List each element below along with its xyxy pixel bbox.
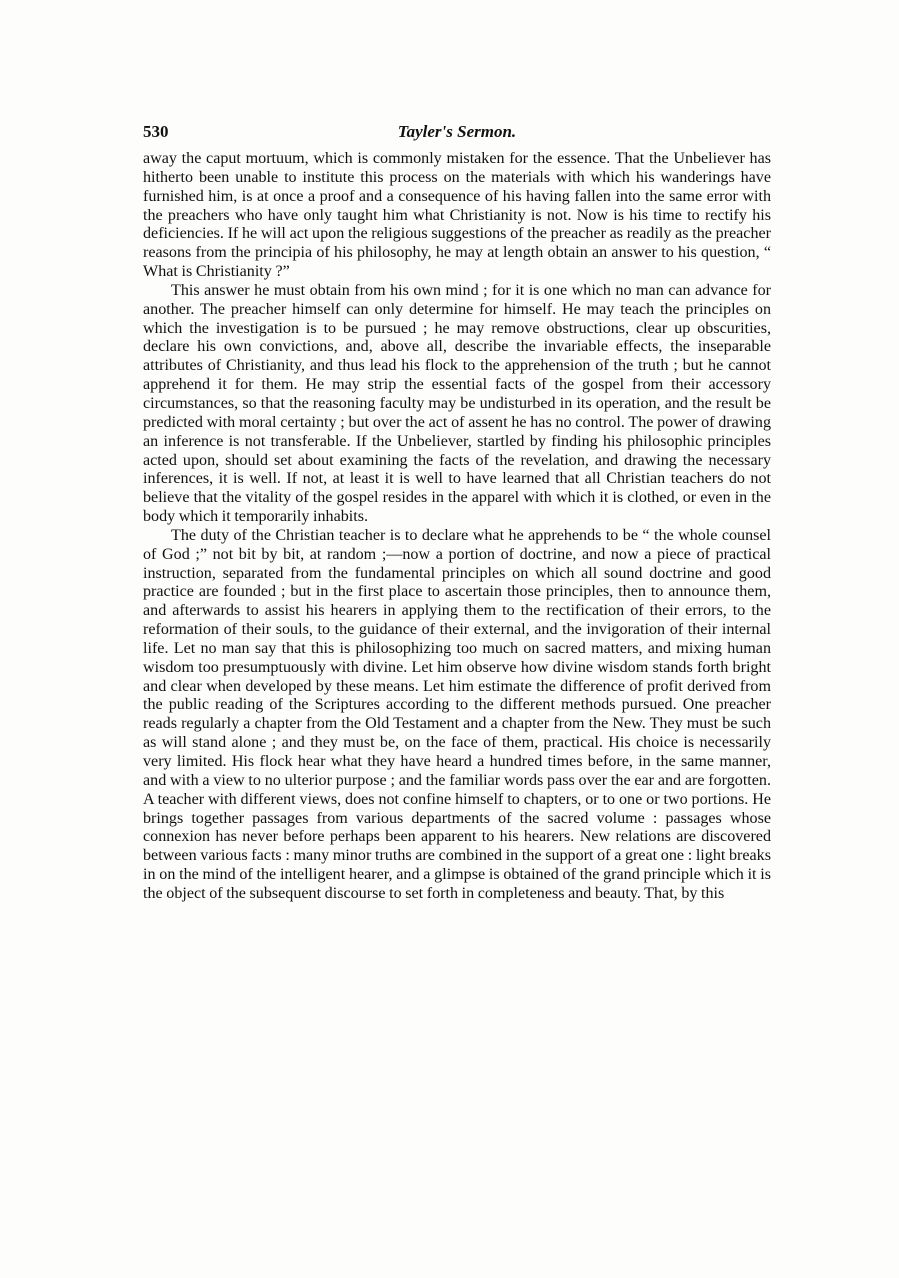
paragraph: The duty of the Christian teacher is to declare what he apprehends to be “ the whole counsel of God ;” not bit by bit, at random ;—now a portion of doctrine, and now a piece of practical instruction, separated from the fundamental principles on which all sound doctrine and good practice are founded ; but in the first place to ascertain those principles, then to announce them, and afterwards to assist his hearers in applying them to the rectification of their errors, to the reformation of their souls, to the guidance of their external, and the invigoration of their internal life. Let no man say that this is philosophizing too much on sacred matters, and mixing human wisdom too presumptuously with divine. Let him observe how divine wisdom stands forth bright and clear when developed by these means. Let him estimate the difference of profit derived from the public reading of the Scriptures according to the different methods pursued. One preacher reads regularly a chapter from the Old Testament and a chapter from the New. They must be such as will stand alone ; and they must be, on the face of them, practical. His choice is necessarily very limited. His flock hear what they have heard a hundred times before, in the same manner, and with a view to no ulterior purpose ; and the familiar words pass over the ear and are forgotten. A teacher with different views, does not confine himself to chapters, or to one or two portions. He brings together passages from various departments of the sacred volume : passages whose connexion has never before perhaps been apparent to his hearers. New relations are discovered between various facts : many minor truths are combined in the support of a great one : light breaks in on the mind of the intelligent hearer, and a glimpse is obtained of the grand principle which it is the object of the subsequent discourse to set forth in completeness and beauty. That, by this bbox=[143, 526, 771, 902]
paragraph-continuation: away the caput mortuum, which is commonly mistaken for the essence. That the Unbeliever has hitherto been unable to institute this process on the materials with which his wanderings have furnished him, is at once a proof and a consequence of his having fallen into the same error with the preachers who have only taught him what Christianity is not. Now is his time to rectify his deficiencies. If he will act upon the religious suggestions of the preacher as readily as the preacher reasons from the principia of his philosophy, he may at length obtain an answer to his question, “ What is Christianity ?” bbox=[143, 150, 771, 281]
running-header bbox=[143, 122, 771, 146]
page-number: 530 bbox=[143, 122, 169, 141]
paragraph: This answer he must obtain from his own mind ; for it is one which no man can advance for another. The preacher himself can only determine for himself. He may teach the principles on which the investigation is to be pursued ; he may remove obstructions, clear up obscurities, declare his own convictions, and, above all, describe the invariable effects, the inseparable attributes of Christianity, and thus lead his flock to the apprehension of the truth ; but he cannot apprehend it for them. He may strip the essential facts of the gospel from their accessory circumstances, so that the reasoning faculty may be undisturbed in its operation, and the result be predicted with moral certainty ; but over the act of assent he has no control. The power of drawing an inference is not transferable. If the Unbeliever, startled by finding his philosophic principles acted upon, should set about examining the facts of the revelation, and drawing the necessary inferences, it is well. If not, at least it is well to have learned that all Christian teachers do not believe that the vitality of the gospel resides in the apparel with which it is clothed, or even in the body which it temporarily inhabits. bbox=[143, 281, 771, 526]
body-text bbox=[143, 150, 771, 1220]
running-title: Tayler's Sermon. bbox=[397, 122, 517, 141]
